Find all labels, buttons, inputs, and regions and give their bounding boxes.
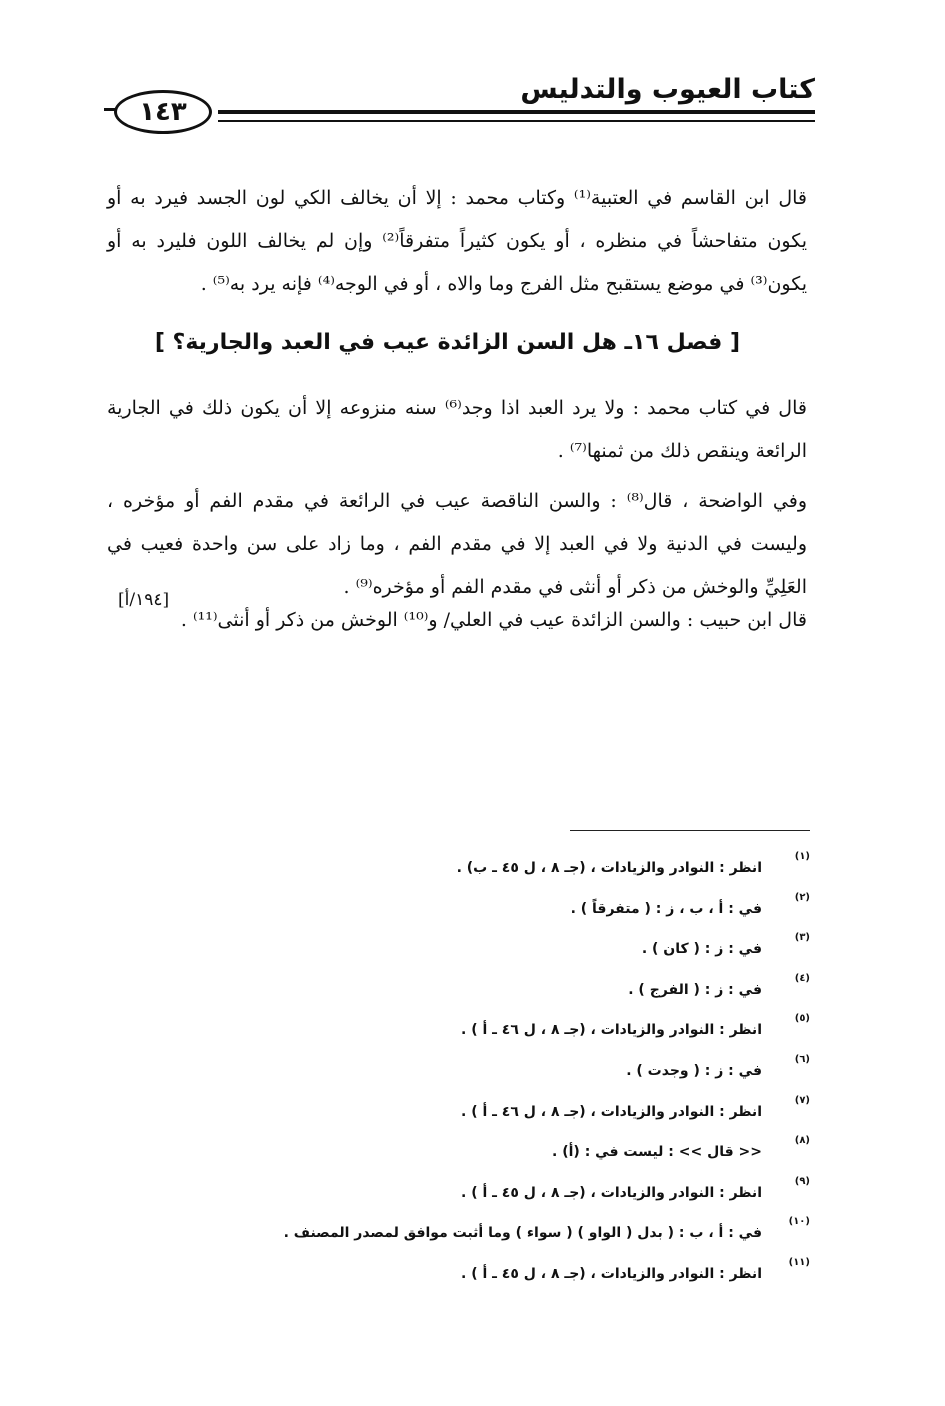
section-heading: [ فصل ١٦ـ هل السن الزائدة عيب في العبد والجارية؟ ] xyxy=(154,330,740,355)
footnote-number: (١) xyxy=(794,851,810,862)
footnote-text: انظر : النوادر والزيادات ، (جـ ٨ ، ل ٤٦ ـ أ ) . xyxy=(461,1103,762,1120)
footnote-number: (٧) xyxy=(794,1094,810,1106)
footnote-text: في : ز : ( الفرج ) . xyxy=(628,981,762,998)
footnotes-list xyxy=(250,848,810,1295)
paragraph-1: قال ابن القاسم في العتبية⁽¹⁾ وكتاب محمد : إلا أن يخالف الكي لون الجسد فيرد به أو يكون متفاحشاً في منظره ، أو يكون كثيراً متفرقاً⁽²⁾ وإن لم يخالف اللون فليرد به أو يكون⁽³⁾ في موضع يستقبح مثل الفرج وما والاه ، أو في الوجه⁽⁴⁾ فإنه يرد به⁽⁵⁾ . xyxy=(107,187,807,295)
footnote xyxy=(250,848,810,889)
footnote-number: (٩) xyxy=(794,1175,810,1187)
footnote xyxy=(250,929,810,970)
footnote-number: (١١) xyxy=(788,1256,810,1268)
footnote-separator xyxy=(570,830,810,831)
footnote xyxy=(250,889,810,930)
manuscript-folio-marker: [١٩٤/أ] xyxy=(118,590,170,610)
footnote-text: في : أ ، ب ، ز : ( متفرقاً ) . xyxy=(570,900,762,917)
footnote-text: في : أ ، ب : ( بدل ( الواو ) ( سواء ) وما أثبت موافق لمصدر المصنف . xyxy=(283,1225,762,1242)
running-title: كتاب العيوب والتدليس xyxy=(520,74,815,105)
footnote xyxy=(250,970,810,1011)
header-rule-thin xyxy=(218,120,815,122)
footnote-number: (٤) xyxy=(794,972,810,984)
footnote-number: (٦) xyxy=(794,1053,810,1065)
paragraph-4: قال ابن حبيب : والسن الزائدة عيب في العلي/ و⁽¹⁰⁾ الوخش من ذكر أو أنثى⁽¹¹⁾ . xyxy=(180,609,807,631)
footnote xyxy=(250,1213,810,1254)
footnote-number: (٣) xyxy=(794,932,810,944)
footnote-text: في : ز : ( كان ) . xyxy=(641,941,762,958)
paragraph-3: وفي الواضحة ، قال⁽⁸⁾ : والسن الناقصة عيب في الرائعة في مقدم الفم أو مؤخره ، وليست في الدنية ولا في العبد إلا في مقدم الفم ، وما زاد على سن واحدة فعيب في العَلِيِّ والوخش من ذكر أو أنثى في مقدم الفم أو مؤخره⁽⁹⁾ . xyxy=(107,490,808,598)
footnote-number: (١٠) xyxy=(788,1216,810,1228)
page-header xyxy=(100,70,815,140)
footnote-text: انظر : النوادر والزيادات ، (جـ ٨ ، ل ٤٥ ـ ب) . xyxy=(456,860,762,876)
footnote xyxy=(250,1132,810,1173)
footnote xyxy=(250,1173,810,1214)
footnote-text: انظر : النوادر والزيادات ، (جـ ٨ ، ل ٤٥ ـ أ ) . xyxy=(461,1265,762,1282)
footnote-text: انظر : النوادر والزيادات ، (جـ ٨ ، ل ٤٦ ـ أ ) . xyxy=(461,1022,762,1039)
footnote xyxy=(250,1010,810,1051)
footnote-number: (٢) xyxy=(794,891,810,903)
paragraph-2: قال في كتاب محمد : ولا يرد العبد اذا وجد⁽⁶⁾ سنه منزوعه إلا أن يكون ذلك في الجارية الرائعة وينقص ذلك من ثمنها⁽⁷⁾ . xyxy=(107,397,807,462)
footnote xyxy=(250,1051,810,1092)
footnote-number: (٥) xyxy=(794,1013,810,1025)
footnote-number: (٨) xyxy=(794,1135,810,1147)
footnote-text: في : ز : ( وجدت ) . xyxy=(626,1062,762,1079)
footnote xyxy=(250,1092,810,1133)
page-number: ١٤٣ xyxy=(114,90,212,134)
footnote-text: << قال >> : ليست في : (أ) . xyxy=(552,1144,762,1161)
header-rule xyxy=(218,110,815,114)
footnote-text: انظر : النوادر والزيادات ، (جـ ٨ ، ل ٤٥ ـ أ ) . xyxy=(461,1184,762,1201)
footnote xyxy=(250,1254,810,1295)
